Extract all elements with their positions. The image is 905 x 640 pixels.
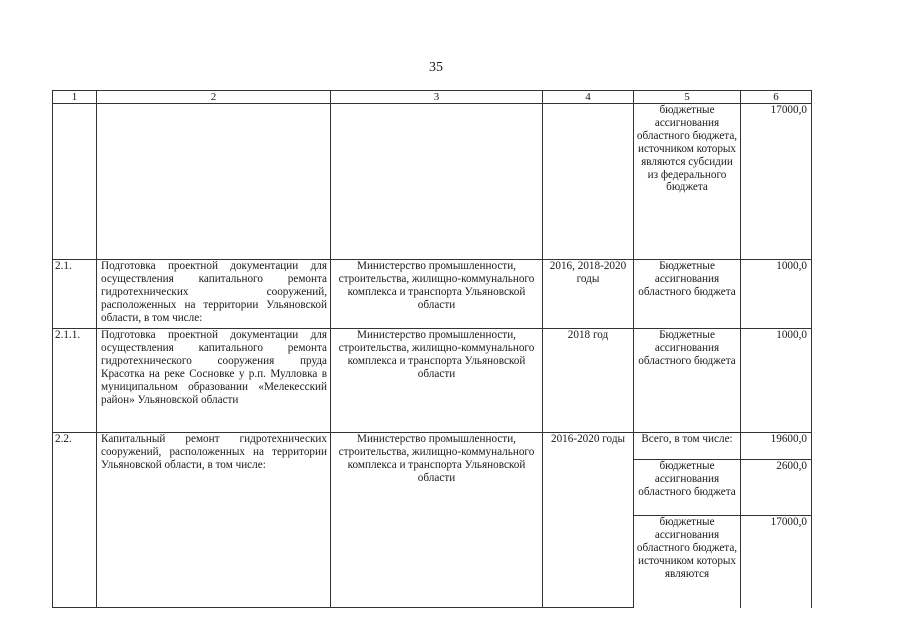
header-col-6: 6	[741, 91, 812, 104]
row-years: 2016-2020 годы	[543, 433, 634, 608]
row-amount: 2600,0	[741, 460, 812, 516]
header-col-1: 1	[53, 91, 97, 104]
row-amount: 1000,0	[741, 260, 812, 329]
row-amount: 17000,0	[741, 516, 812, 608]
table-row-continuation	[53, 104, 812, 260]
cell-org	[331, 104, 543, 260]
row-funding-source: бюджетные ассигнования областного бюджета	[634, 460, 741, 516]
header-col-2: 2	[97, 91, 331, 104]
table-row	[53, 260, 812, 329]
row-number: 2.1.	[53, 260, 97, 329]
row-organization: Министерство промышленности, строительства, жилищно-коммунального комплекса и транспорта Ульяновской области	[331, 433, 543, 608]
row-years: 2018 год	[543, 329, 634, 433]
cell-source: бюджетные ассигнования областного бюджета, источником которых являются субсидии из федерального бюджета	[634, 104, 741, 260]
header-col-4: 4	[543, 91, 634, 104]
row-amount: 19600,0	[741, 433, 812, 460]
header-col-3: 3	[331, 91, 543, 104]
row-amount: 1000,0	[741, 329, 812, 433]
header-col-5: 5	[634, 91, 741, 104]
row-description: Подготовка проектной документации для осуществления капитального ремонта гидротехнического сооружения пруда Красотка на реке Сосновке у р.п. Мулловка в муниципальном образовании «Мелекесский район» Ульяновской области	[97, 329, 331, 433]
row-years: 2016, 2018-2020 годы	[543, 260, 634, 329]
row-description: Подготовка проектной документации для осуществления капитального ремонта гидротехнических сооружений, расположенных на территории Ульяновской области, в том числе:	[97, 260, 331, 329]
program-table	[52, 90, 812, 608]
header-row	[53, 91, 812, 104]
table-row	[53, 329, 812, 433]
cell-desc	[97, 104, 331, 260]
row-funding-source: бюджетные ассигнования областного бюджета, источником которых являются	[634, 516, 741, 608]
row-number: 2.1.1.	[53, 329, 97, 433]
row-organization: Министерство промышленности, строительства, жилищно-коммунального комплекса и транспорта Ульяновской области	[331, 329, 543, 433]
page-number: 35	[429, 60, 443, 75]
table-row	[53, 433, 812, 460]
row-funding-source: Бюджетные ассигнования областного бюджета	[634, 329, 741, 433]
row-funding-source: Бюджетные ассигнования областного бюджета	[634, 260, 741, 329]
cell-years	[543, 104, 634, 260]
row-description: Капитальный ремонт гидротехнических сооружений, расположенных на территории Ульяновской области, в том числе:	[97, 433, 331, 608]
row-funding-source: Всего, в том числе:	[634, 433, 741, 460]
row-number: 2.2.	[53, 433, 97, 608]
cell-num	[53, 104, 97, 260]
cell-amount: 17000,0	[741, 104, 812, 260]
row-organization: Министерство промышленности, строительства, жилищно-коммунального комплекса и транспорта Ульяновской области	[331, 260, 543, 329]
